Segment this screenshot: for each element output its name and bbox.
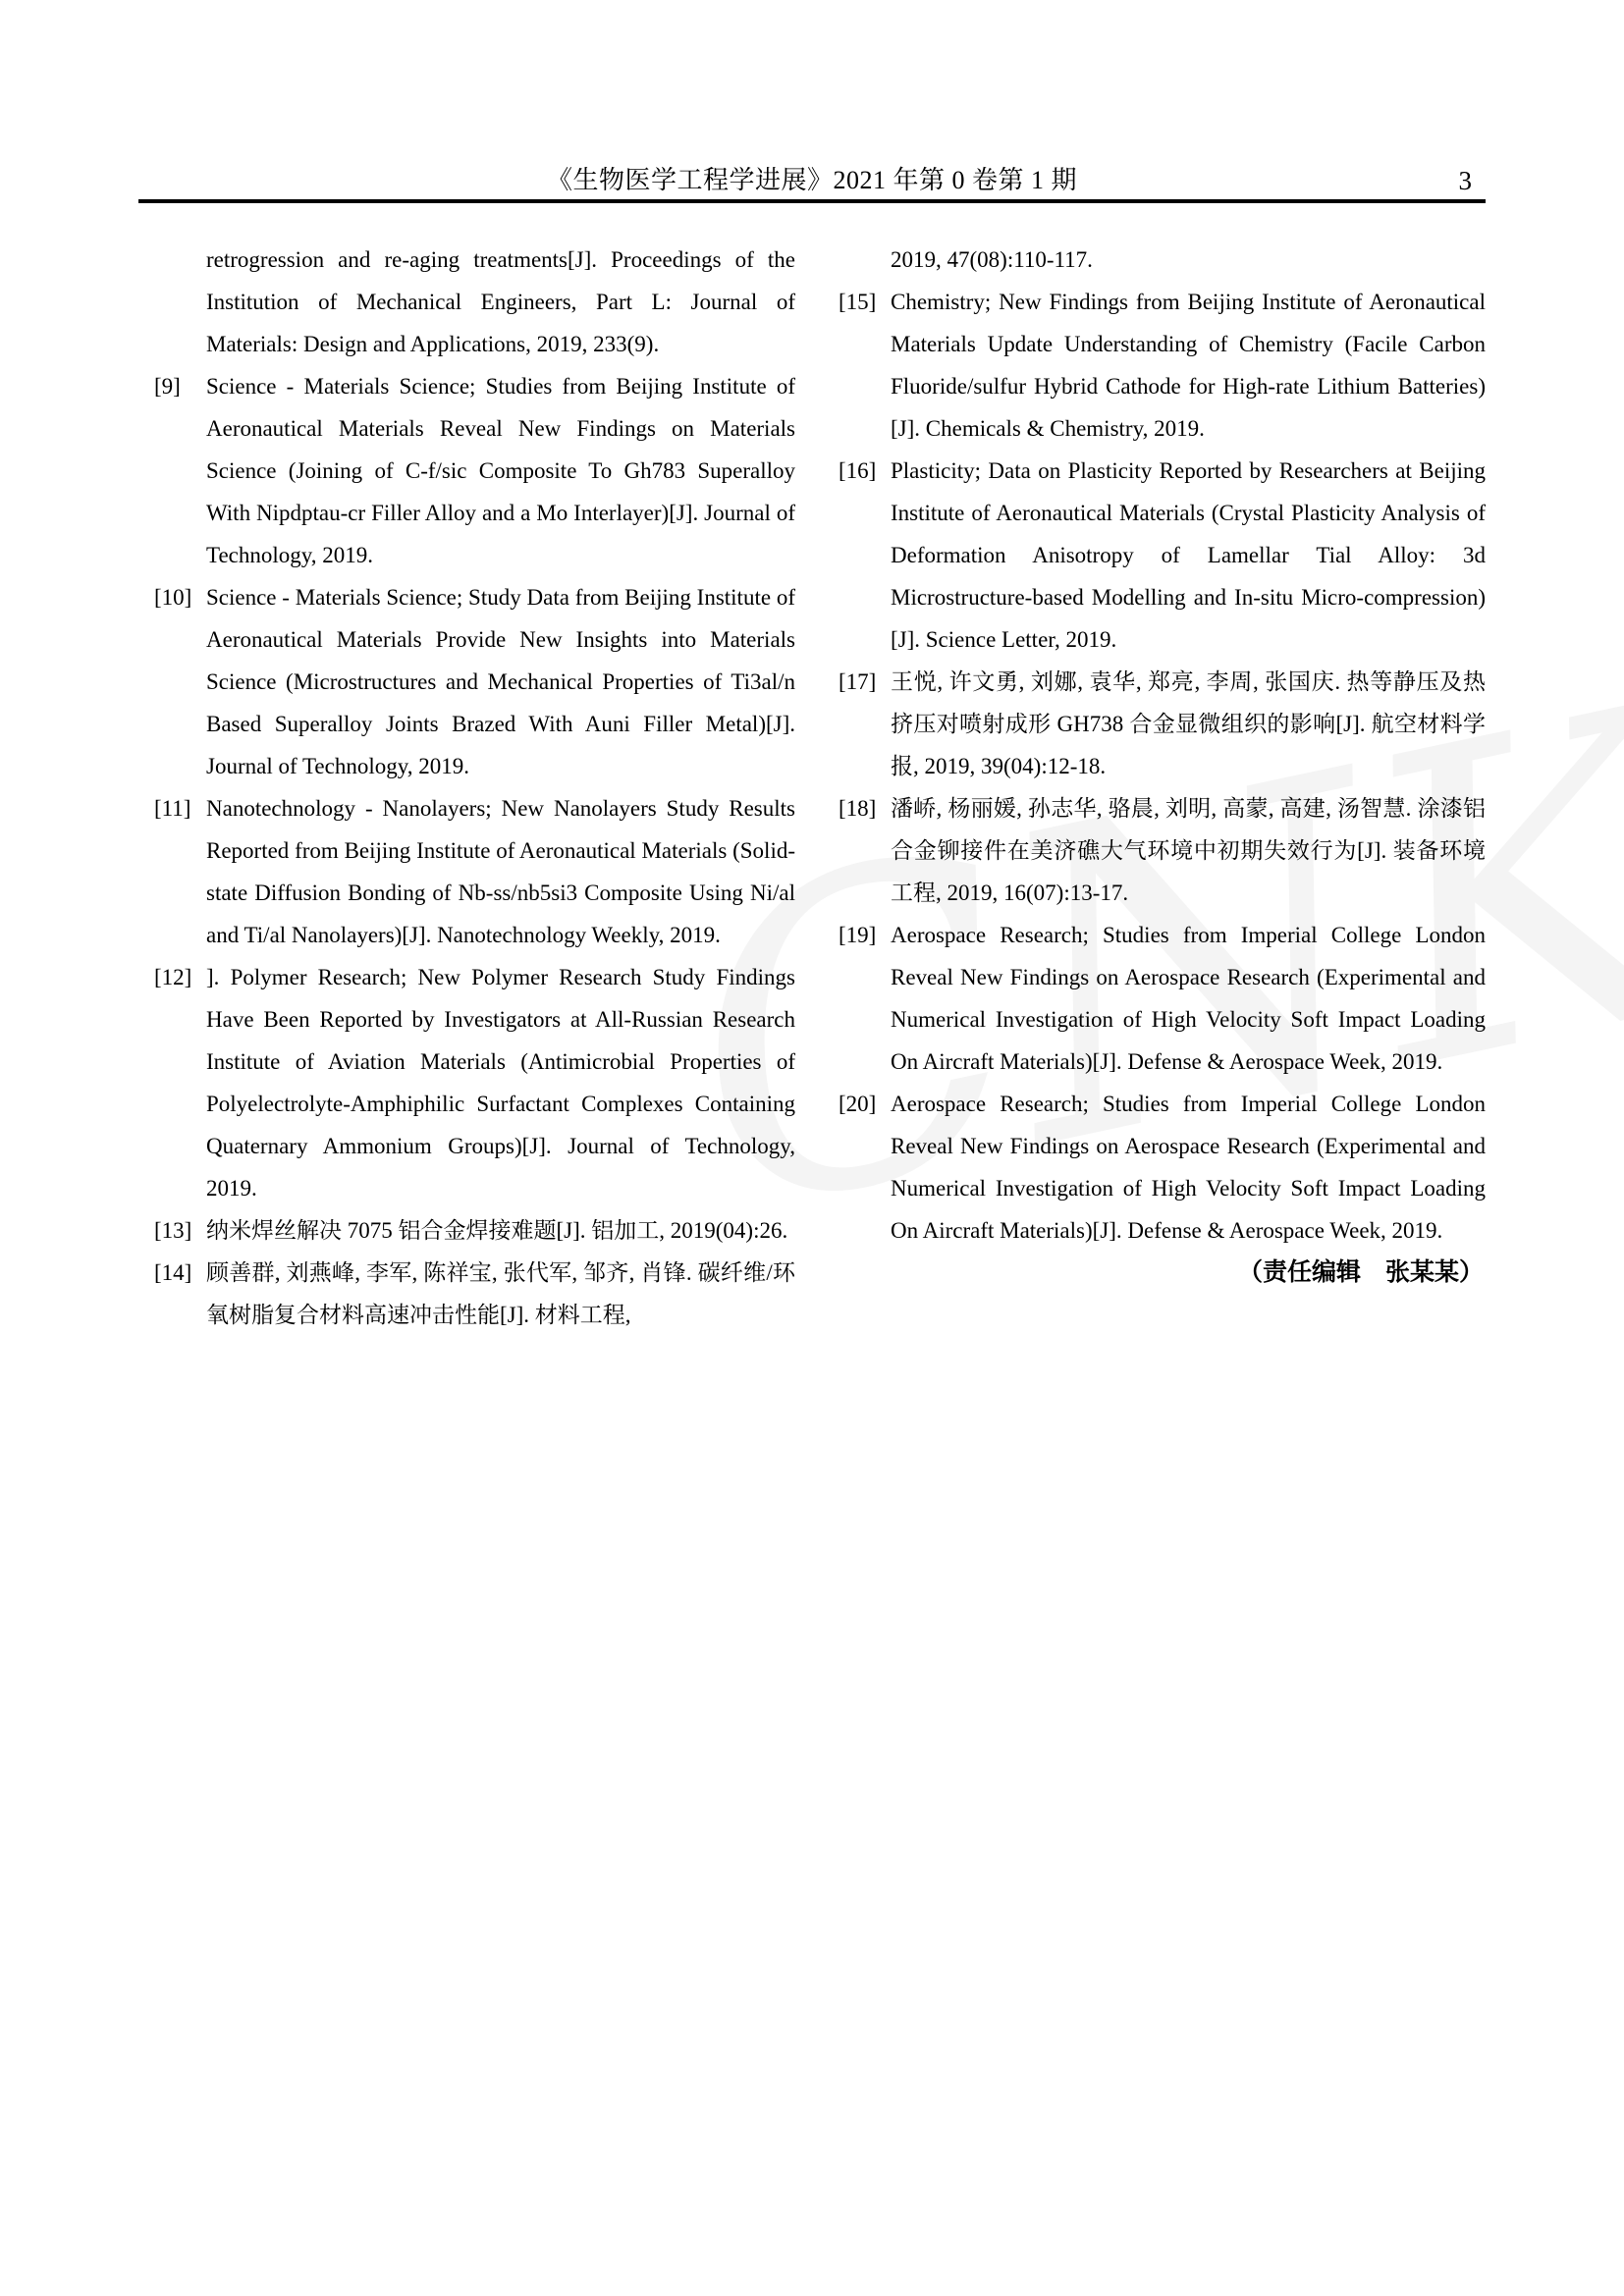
reference-item: [839, 239, 1486, 281]
reference-text: 潘峤, 杨丽媛, 孙志华, 骆晨, 刘明, 高蒙, 高建, 汤智慧. 涂漆铝合金铆接件在美济礁大气环境中初期失效行为[J]. 装备环境工程, 2019, 16(07):13-17.: [891, 796, 1486, 905]
reference-text: Aerospace Research; Studies from Imperial College London Reveal New Findings on Aerospace Research (Experimental and Numerical Investigation of High Velocity Soft Impact Loading On Aircraft Materials)[J]. Defense & Aerospace Week, 2019.: [891, 1092, 1486, 1243]
reference-text: Nanotechnology - Nanolayers; New Nanolayers Study Results Reported from Beijing Institute of Aeronautical Materials (Solid-state Diffusion Bonding of Nb-ss/nb5si3 Composite Using Ni/al and Ti/al Nanolayers)[J]. Nanotechnology Weekly, 2019.: [206, 796, 795, 947]
reference-text: Science - Materials Science; Studies from Beijing Institute of Aeronautical Materials Reveal New Findings on Materials Science (Joining of C-f/sic Composite To Gh783 Superalloy With Nipdptau-cr Filler Alloy and a Mo Interlayer)[J]. Journal of Technology, 2019.: [206, 374, 795, 567]
reference-item: [154, 1209, 795, 1252]
reference-item: [154, 365, 795, 576]
reference-text: 纳米焊丝解决 7075 铝合金焊接难题[J]. 铝加工, 2019(04):26.: [206, 1218, 788, 1243]
reference-text: Chemistry; New Findings from Beijing Institute of Aeronautical Materials Update Understanding of Chemistry (Facile Carbon Fluoride/sulfur Hybrid Cathode for High-rate Lithium Batteries)[J]. Chemicals & Chemistry, 2019.: [891, 290, 1486, 441]
reference-label: [14]: [154, 1260, 192, 1285]
reference-item: [154, 956, 795, 1209]
reference-text: Aerospace Research; Studies from Imperial College London Reveal New Findings on Aerospace Research (Experimental and Numerical Investigation of High Velocity Soft Impact Loading On Aircraft Materials)[J]. Defense & Aerospace Week, 2019.: [891, 923, 1486, 1074]
reference-label: [10]: [154, 585, 192, 610]
editor-note: （责任编辑 张某某）: [1237, 1259, 1484, 1286]
reference-text: Plasticity; Data on Plasticity Reported by Researchers at Beijing Institute of Aeronautical Materials (Crystal Plasticity Analysis of Deformation Anisotropy of Lamellar Tial Alloy: 3d Microstructure-based Modelling and In-situ Micro-compression)[J]. Science Letter, 2019.: [891, 458, 1486, 652]
reference-label: [16]: [839, 458, 877, 483]
reference-item: [839, 914, 1486, 1083]
reference-text: ]. Polymer Research; New Polymer Research Study Findings Have Been Reported by Investigators at All-Russian Research Institute of Aviation Materials (Antimicrobial Properties of Polyelectrolyte-Amphiphilic Surfactant Complexes Containing Quaternary Ammonium Groups)[J]. Journal of Technology, 2019.: [206, 965, 795, 1201]
reference-label: [19]: [839, 923, 877, 947]
references-column-right: [839, 239, 1486, 1294]
references-section: [138, 239, 1486, 1336]
reference-text: 王悦, 许文勇, 刘娜, 袁华, 郑亮, 李周, 张国庆. 热等静压及热挤压对喷射成形 GH738 合金显微组织的影响[J]. 航空材料学报, 2019, 39(04):12-18.: [891, 669, 1486, 778]
reference-item: [839, 661, 1486, 787]
reference-label: [12]: [154, 965, 192, 989]
reference-text: 顾善群, 刘燕峰, 李军, 陈祥宝, 张代军, 邹齐, 肖锋. 碳纤维/环氧树脂复合材料高速冲击性能[J]. 材料工程,: [206, 1260, 795, 1327]
journal-title: 《生物医学工程学进展》2021 年第 0 卷第 1 期: [546, 166, 1077, 194]
reference-item: [839, 1083, 1486, 1252]
reference-label: [9]: [154, 374, 181, 399]
reference-item: [154, 239, 795, 365]
reference-item: [839, 450, 1486, 661]
reference-item: [154, 576, 795, 787]
reference-label: [18]: [839, 796, 877, 821]
page-number: 3: [1458, 166, 1472, 195]
references-column-left: [154, 239, 795, 1336]
reference-label: [15]: [839, 290, 877, 314]
header-rule: [138, 199, 1486, 203]
reference-item: [154, 1252, 795, 1336]
reference-text: retrogression and re-aging treatments[J]. Proceedings of the Institution of Mechanical Engineers, Part L: Journal of Materials: Design and Applications, 2019, 233(9).: [206, 247, 795, 356]
reference-item: [839, 787, 1486, 914]
reference-label: [20]: [839, 1092, 877, 1116]
reference-item: [839, 281, 1486, 450]
page-header: [138, 162, 1486, 199]
reference-label: [17]: [839, 669, 877, 694]
reference-text: Science - Materials Science; Study Data from Beijing Institute of Aeronautical Materials Provide New Insights into Materials Science (Microstructures and Mechanical Properties of Ti3al/n Based Superalloy Joints Brazed With Auni Filler Metal)[J]. Journal of Technology, 2019.: [206, 585, 795, 778]
reference-label: [13]: [154, 1218, 192, 1243]
reference-text: 2019, 47(08):110-117.: [891, 247, 1093, 272]
reference-label: [11]: [154, 796, 191, 821]
reference-item: [154, 787, 795, 956]
